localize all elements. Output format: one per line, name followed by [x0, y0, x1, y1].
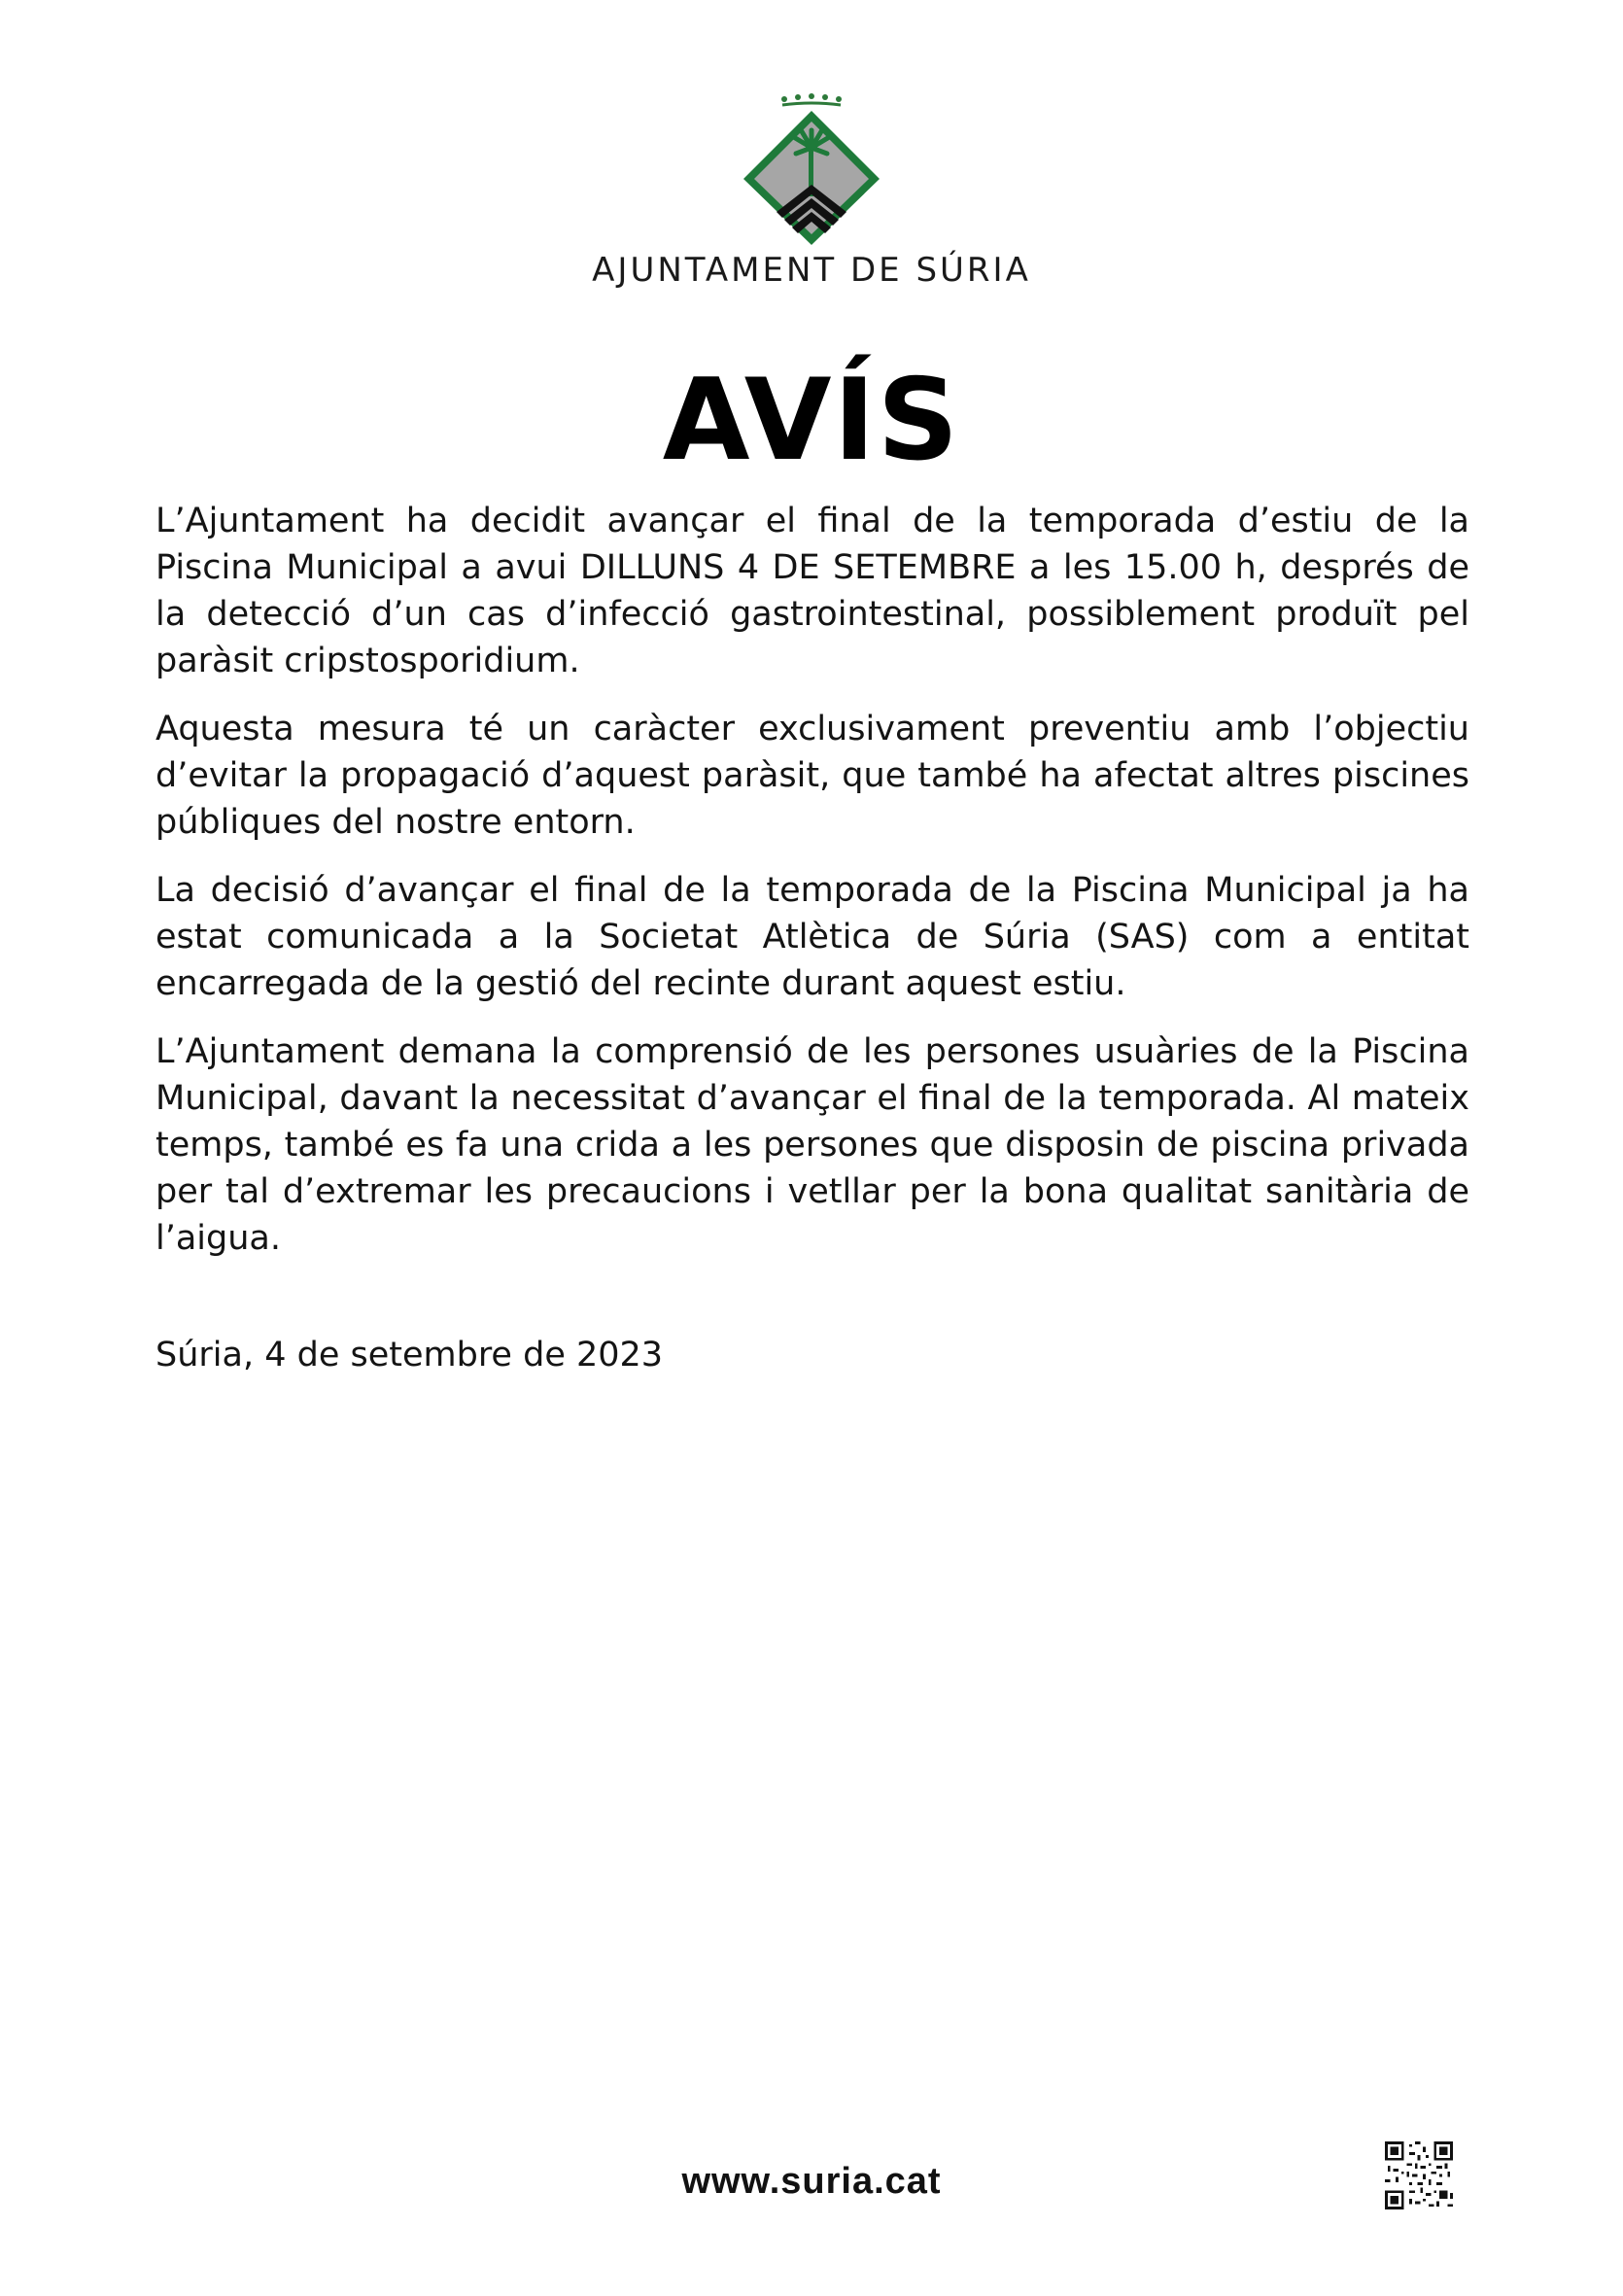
notice-paragraph: Aquesta mesura té un caràcter exclusivament preventiu amb l’objectiu d’evitar la propagació d’aquest paràsit, que també ha afectat altres piscines públiques del nostre entorn.	[155, 710, 1469, 842]
notice-paragraph: La decisió d’avançar el final de la temporada de la Piscina Municipal ja ha estat comunicada a la Societat Atlètica de Súria (SAS) com a entitat encarregada de la gestió del recinte durant aquest estiu.	[155, 871, 1469, 1003]
notice-title: AVÍS	[662, 355, 961, 486]
qr-code-icon	[1385, 2141, 1453, 2209]
notice-paragraph: L’Ajuntament ha decidit avançar el final de la temporada d’estiu de la Piscina Municipal a avui DILLUNS 4 DE SETEMBRE a les 15.00 h, després de la detecció d’un cas d’infecció gastrointestinal, possiblement produït pel paràsit cripstosporidium.	[155, 502, 1469, 680]
website-link[interactable]: www.suria.cat	[681, 2161, 942, 2202]
municipal-crest-icon	[734, 89, 889, 245]
organization-name: AJUNTAMENT DE SÚRIA	[592, 251, 1031, 290]
notice-body	[155, 498, 1469, 1283]
notice-date: Súria, 4 de setembre de 2023	[155, 1336, 664, 1374]
notice-paragraph: L’Ajuntament demana la comprensió de les persones usuàries de la Piscina Municipal, davant la necessitat d’avançar el final de la temporada. Al mateix temps, també es fa una crida a les persones que disposin de piscina privada per tal d’extremar les precaucions i vetllar per la bona qualitat sanitària de l’aigua.	[155, 1032, 1469, 1258]
